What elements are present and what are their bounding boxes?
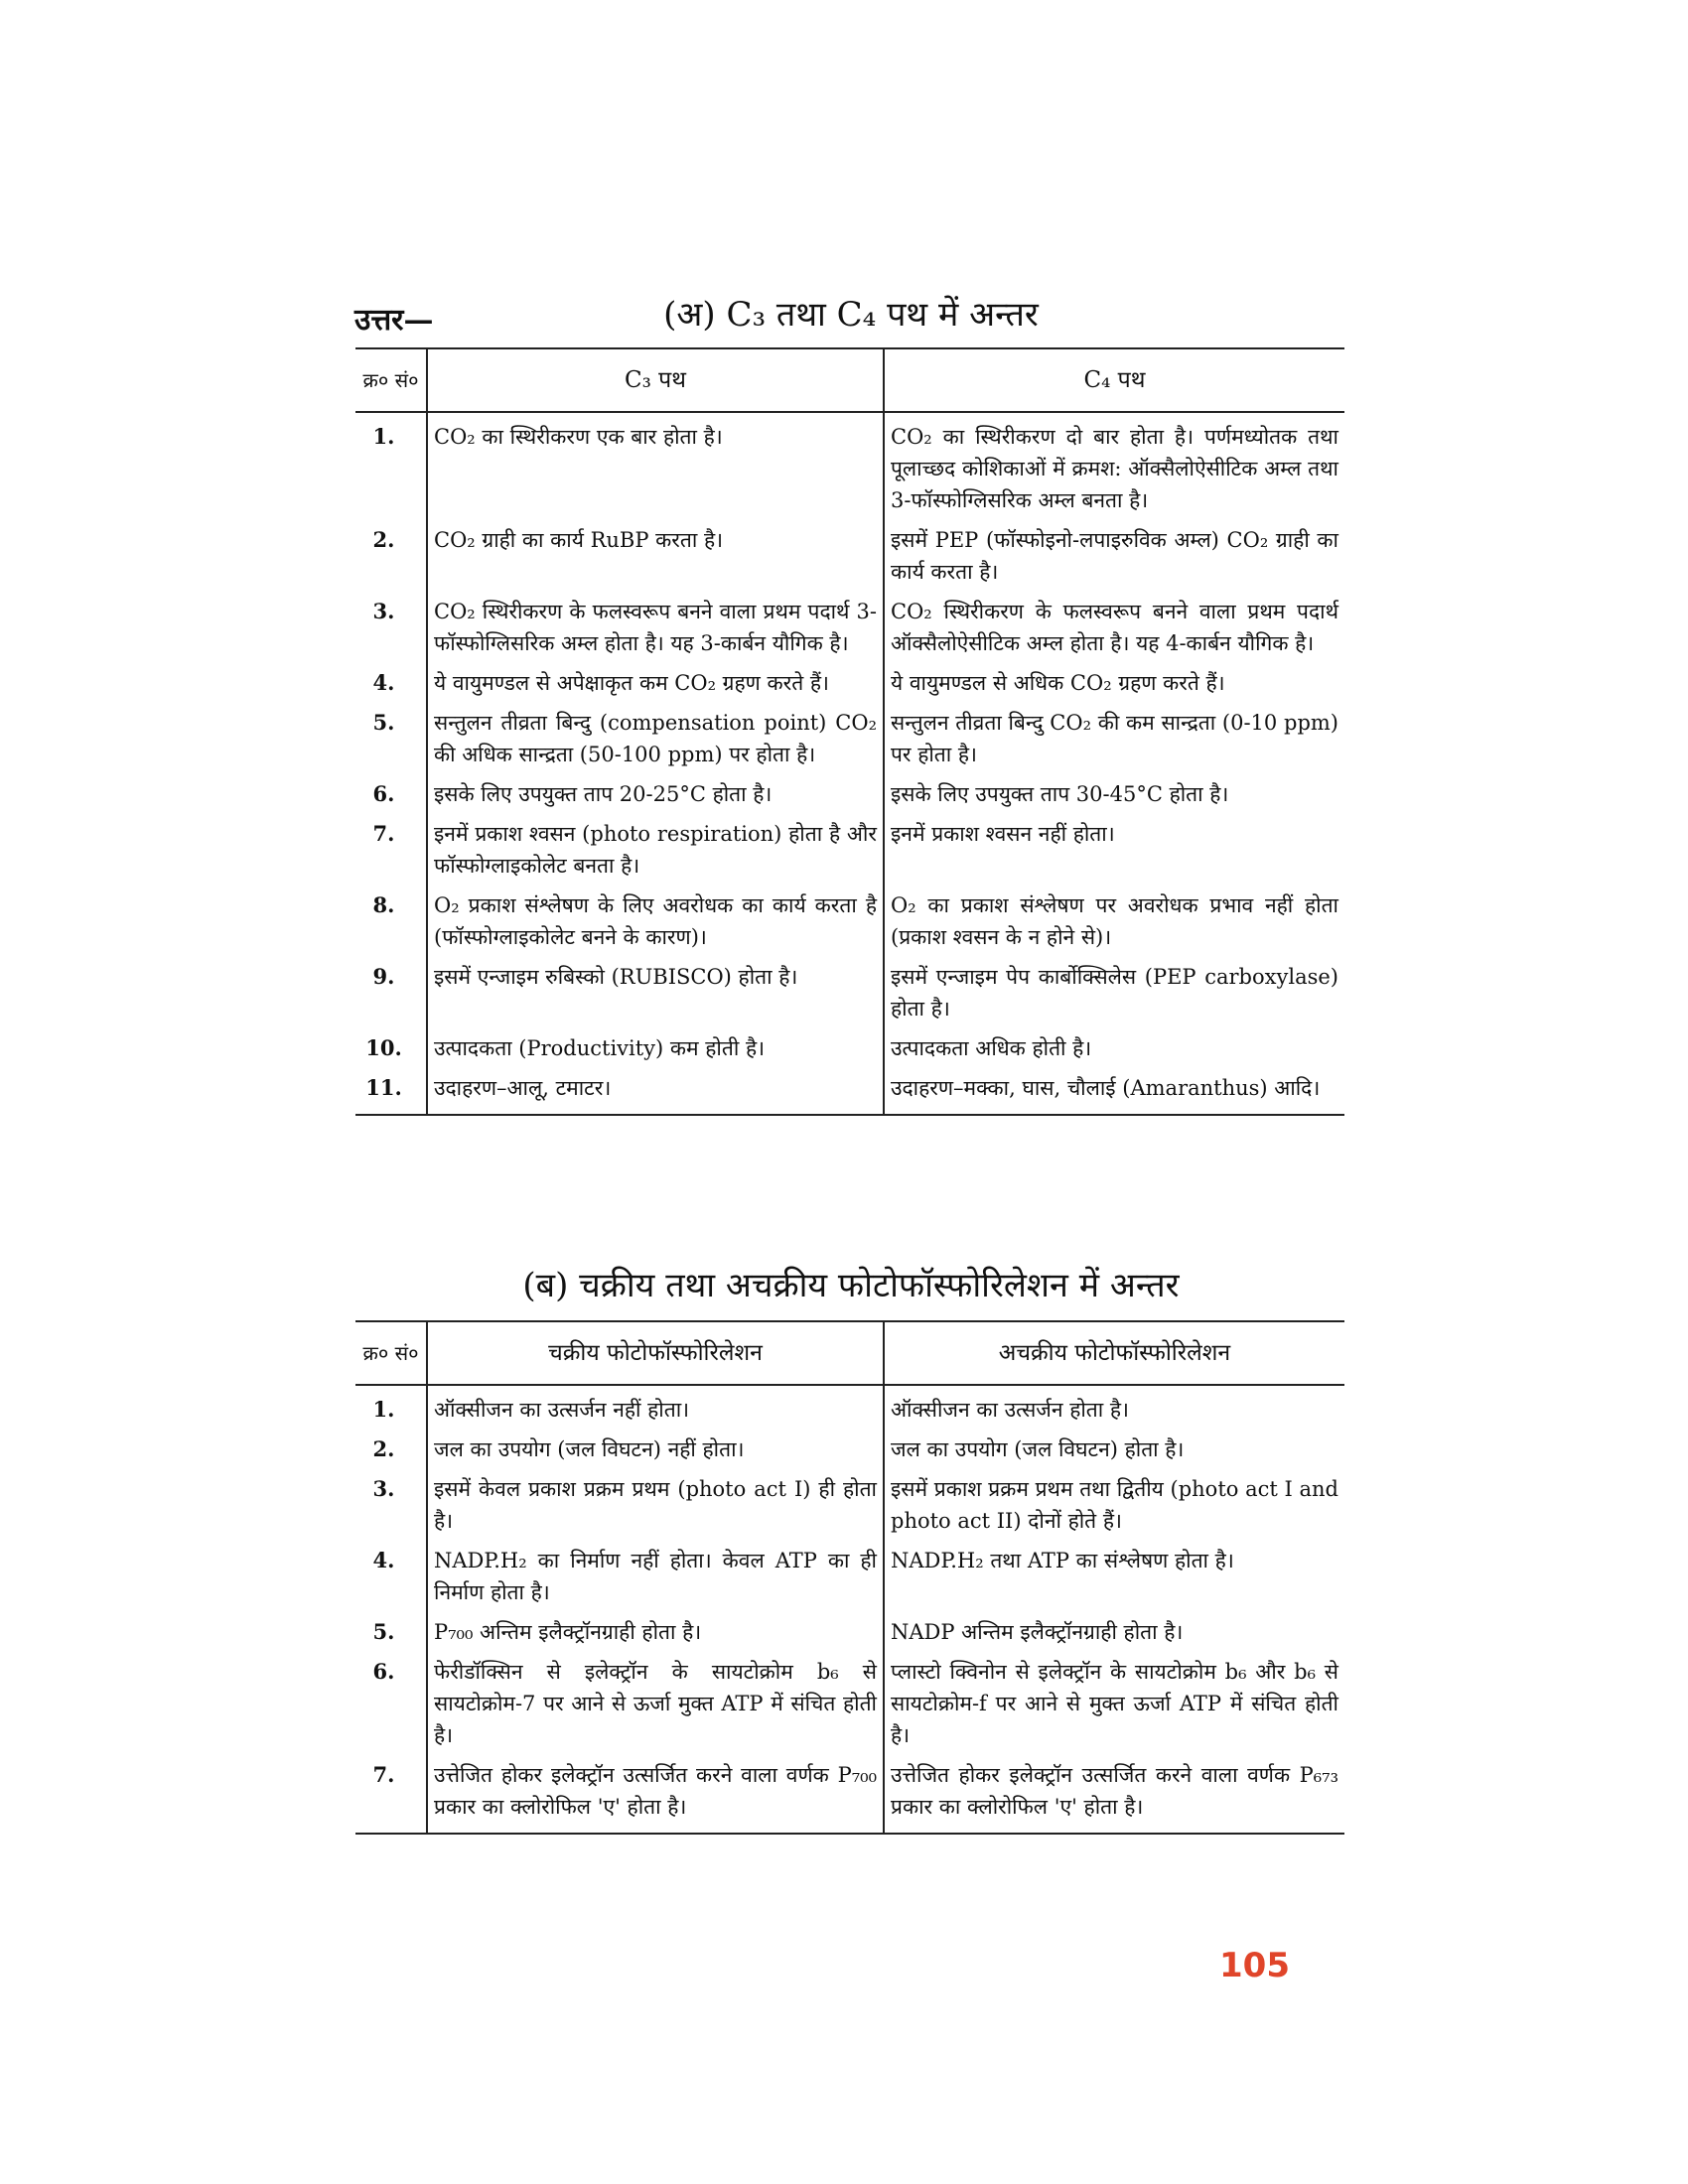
- cyclic-cell: जल का उपयोग (जल विघटन) नहीं होता।: [427, 1430, 884, 1469]
- cyclic-cell: ऑक्सीजन का उत्सर्जन नहीं होता।: [427, 1385, 884, 1430]
- table-row: [355, 886, 1344, 957]
- table-row: [355, 814, 1344, 886]
- serial-number: 4.: [372, 670, 395, 695]
- c4-cell: O₂ का प्रकाश संश्लेषण पर अवरोधक प्रभाव नहीं होता (प्रकाश श्वसन के न होने से)।: [884, 886, 1344, 957]
- serial-number: 7.: [355, 1755, 427, 1834]
- photophosphorylation-comparison-table: [355, 1320, 1344, 1835]
- noncyclic-cell: उत्तेजित होकर इलेक्ट्रॉन उत्सर्जित करने वाला वर्णक P₆₇₃ प्रकार का क्लोरोफिल 'ए' होता है।: [884, 1755, 1344, 1834]
- cyclic-cell: P₇₀₀ अन्तिम इलैक्ट्रॉनग्राही होता है।: [427, 1612, 884, 1652]
- noncyclic-cell: ऑक्सीजन का उत्सर्जन होता है।: [884, 1385, 1344, 1430]
- noncyclic-header: अचक्रीय फोटोफॉस्फोरिलेशन: [884, 1321, 1344, 1385]
- table-row: [355, 1755, 1344, 1834]
- cyclic-cell: उत्तेजित होकर इलेक्ट्रॉन उत्सर्जित करने वाला वर्णक P₇₀₀ प्रकार का क्लोरोफिल 'ए' होता है।: [427, 1755, 884, 1834]
- c3-cell: इसमें एन्जाइम रुबिस्को (RUBISCO) होता है।: [427, 957, 884, 1028]
- table-row: [355, 1652, 1344, 1755]
- c3-header: C₃ पथ: [427, 348, 884, 412]
- serial-number: 10.: [365, 1035, 402, 1060]
- table-row: [355, 1612, 1344, 1652]
- c4-cell: इसमें एन्जाइम पेप कार्बोक्सिलेस (PEP carboxylase) होता है।: [884, 957, 1344, 1028]
- serial-number: 1.: [372, 424, 395, 449]
- cyclic-header: चक्रीय फोटोफॉस्फोरिलेशन: [427, 1321, 884, 1385]
- c3-cell: CO₂ स्थिरीकरण के फलस्वरूप बनने वाला प्रथम पदार्थ 3-फॉस्फोग्लिसरिक अम्ल होता है। यह 3-कार्बन यौगिक है।: [427, 592, 884, 663]
- table-row: [355, 663, 1344, 703]
- section-a-title: (अ) C₃ तथा C₄ पथ में अन्तर: [663, 295, 1039, 335]
- noncyclic-cell: जल का उपयोग (जल विघटन) होता है।: [884, 1430, 1344, 1469]
- table-row: [355, 412, 1344, 520]
- serial-number: 3.: [372, 599, 395, 623]
- table-row: [355, 703, 1344, 774]
- noncyclic-cell: इसमें प्रकाश प्रक्रम प्रथम तथा द्वितीय (photo act I and photo act II) दोनों होते हैं।: [884, 1469, 1344, 1541]
- serial-number: 6.: [372, 1659, 395, 1684]
- c4-header: C₄ पथ: [884, 348, 1344, 412]
- serial-number: 5.: [372, 710, 395, 735]
- c3-c4-comparison-table: [355, 347, 1344, 1116]
- serial-number: 1.: [372, 1397, 395, 1422]
- c4-cell: ये वायुमण्डल से अधिक CO₂ ग्रहण करते हैं।: [884, 663, 1344, 703]
- c4-cell: इनमें प्रकाश श्वसन नहीं होता।: [884, 814, 1344, 886]
- serial-number: 4.: [372, 1548, 395, 1572]
- table-row: [355, 1469, 1344, 1541]
- c4-cell: सन्तुलन तीव्रता बिन्दु CO₂ की कम सान्द्रता (0-10 ppm) पर होता है।: [884, 703, 1344, 774]
- c3-cell: O₂ प्रकाश संश्लेषण के लिए अवरोधक का कार्य करता है (फॉस्फोग्लाइकोलेट बनने के कारण)।: [427, 886, 884, 957]
- page-number: 105: [1219, 1946, 1290, 1985]
- serial-number: 7.: [372, 821, 395, 846]
- noncyclic-cell: NADP अन्तिम इलैक्ट्रॉनग्राही होता है।: [884, 1612, 1344, 1652]
- table-row: [355, 592, 1344, 663]
- c4-cell: उत्पादकता अधिक होती है।: [884, 1028, 1344, 1068]
- c3-cell: इसके लिए उपयुक्त ताप 20-25°C होता है।: [427, 774, 884, 814]
- serial-number: 2.: [372, 527, 395, 552]
- cyclic-cell: फेरीडॉक्सिन से इलेक्ट्रॉन के सायटोक्रोम b₆ से सायटोक्रोम-7 पर आने से ऊर्जा मुक्त ATP में संचित होती है।: [427, 1652, 884, 1755]
- noncyclic-cell: प्लास्टो क्विनोन से इलेक्ट्रॉन के सायटोक्रोम b₆ और b₆ से सायटोक्रोम-f पर आने से मुक्त ऊर्जा ATP में संचित होती है।: [884, 1652, 1344, 1755]
- cyclic-cell: इसमें केवल प्रकाश प्रक्रम प्रथम (photo act I) ही होता है।: [427, 1469, 884, 1541]
- table-row: [355, 1028, 1344, 1068]
- c3-cell: सन्तुलन तीव्रता बिन्दु (compensation point) CO₂ की अधिक सान्द्रता (50-100 ppm) पर होता है।: [427, 703, 884, 774]
- c3-cell: ये वायुमण्डल से अपेक्षाकृत कम CO₂ ग्रहण करते हैं।: [427, 663, 884, 703]
- serial-number: 6.: [372, 781, 395, 806]
- serial-number: 3.: [372, 1476, 395, 1501]
- answer-label: उत्तर—: [354, 303, 434, 338]
- c3-cell: इनमें प्रकाश श्वसन (photo respiration) होता है और फॉस्फोग्लाइकोलेट बनता है।: [427, 814, 884, 886]
- table-row: [355, 1068, 1344, 1115]
- table-row: [355, 957, 1344, 1028]
- c4-cell: इसमें PEP (फॉस्फोइनो-लपाइरुविक अम्ल) CO₂ ग्राही का कार्य करता है।: [884, 520, 1344, 592]
- serial-number: 11.: [355, 1068, 427, 1115]
- serial-number-header: क्र० सं०: [355, 1321, 427, 1385]
- c3-cell: CO₂ ग्राही का कार्य RuBP करता है।: [427, 520, 884, 592]
- table-header-row: [355, 1321, 1344, 1385]
- c4-cell: CO₂ का स्थिरीकरण दो बार होता है। पर्णमध्योतक तथा पूलाच्छद कोशिकाओं में क्रमश: ऑक्सैलोऐसीटिक अम्ल तथा 3-फॉस्फोग्लिसरिक अम्ल बनता है।: [884, 412, 1344, 520]
- serial-number-header: क्र० सं०: [355, 348, 427, 412]
- table-header-row: [355, 348, 1344, 412]
- serial-number: 9.: [372, 964, 395, 989]
- cyclic-cell: NADP.H₂ का निर्माण नहीं होता। केवल ATP का ही निर्माण होता है।: [427, 1541, 884, 1612]
- c3-cell: उत्पादकता (Productivity) कम होती है।: [427, 1028, 884, 1068]
- c4-cell: CO₂ स्थिरीकरण के फलस्वरूप बनने वाला प्रथम पदार्थ ऑक्सैलोऐसीटिक अम्ल होता है। यह 4-कार्बन यौगिक है।: [884, 592, 1344, 663]
- noncyclic-cell: NADP.H₂ तथा ATP का संश्लेषण होता है।: [884, 1541, 1344, 1612]
- table-row: [355, 774, 1344, 814]
- serial-number: 8.: [372, 892, 395, 917]
- serial-number: 2.: [372, 1436, 395, 1461]
- serial-number: 5.: [372, 1619, 395, 1644]
- c3-cell: उदाहरण–आलू, टमाटर।: [427, 1068, 884, 1115]
- c4-cell: उदाहरण–मक्का, घास, चौलाई (Amaranthus) आदि।: [884, 1068, 1344, 1115]
- table-row: [355, 1385, 1344, 1430]
- c4-cell: इसके लिए उपयुक्त ताप 30-45°C होता है।: [884, 774, 1344, 814]
- table-row: [355, 1430, 1344, 1469]
- table-row: [355, 1541, 1344, 1612]
- c3-cell: CO₂ का स्थिरीकरण एक बार होता है।: [427, 412, 884, 520]
- table-row: [355, 520, 1344, 592]
- section-b-title: (ब) चक्रीय तथा अचक्रीय फोटोफॉस्फोरिलेशन में अन्तर: [522, 1266, 1180, 1305]
